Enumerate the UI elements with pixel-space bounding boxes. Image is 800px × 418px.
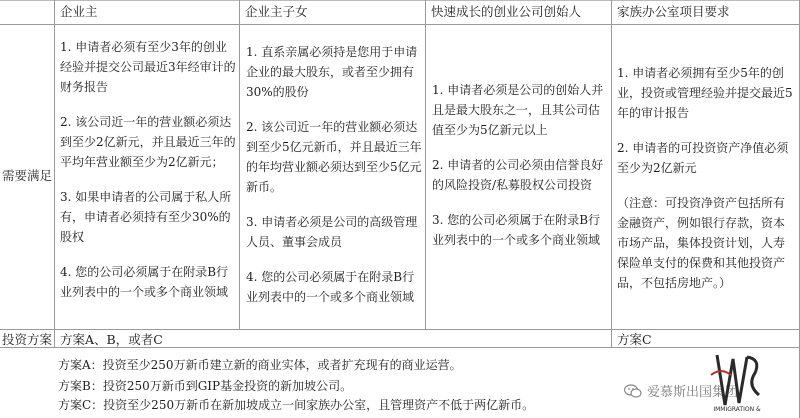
requirement-item: 1. 申请者必须拥有至少5年的创业，投资或管理经验并提交最近5年的审计报告	[617, 66, 793, 120]
requirement-item: 3. 申请者必须是公司的高级管理人员、董事会成员	[246, 215, 418, 249]
requirement-item: 2. 申请者的可投资资产净值必须至少为2亿新元	[617, 141, 789, 175]
wechat-icon	[624, 384, 642, 398]
header-business-owner: 企业主	[60, 4, 98, 19]
rule-col-2	[239, 0, 240, 329]
requirement-item: 2. 该公司近一年的营业额必须达到至少2亿新元，并且最近三年的平均年营业额至少为2亿新元；	[60, 115, 236, 169]
rule-col-3	[425, 0, 426, 329]
plan-option-right: 方案C	[617, 332, 652, 347]
company-logo	[707, 345, 767, 417]
rule-header	[0, 24, 800, 25]
requirements-startup-founder	[432, 80, 608, 265]
requirements-business-owner	[60, 37, 236, 317]
watermark-text: 爱慕斯出国集团	[646, 385, 738, 400]
requirement-item: 2. 该公司近一年的营业额必须达到至少5亿元新币，并且最近三年的年均营业额必须达到至少5亿元新币。	[246, 120, 422, 194]
rule-col-4	[611, 0, 612, 347]
requirement-item: 1. 申请者必须是公司的创始人并且是最大股东之一，且其公司估值至少为5亿新元以上	[432, 83, 604, 137]
row-label-plan: 投资方案	[2, 332, 53, 347]
requirements-family-office	[617, 63, 796, 308]
logo-text: IMMIGRATION &	[713, 406, 761, 413]
requirement-item: 1. 申请者必须有至少3年的创业经验并提交公司最近3年经审计的财务报告	[60, 40, 236, 94]
requirement-item: 4. 您的公司必须属于在附录B行业列表中的一个或多个商业领域	[246, 270, 415, 304]
requirement-item: 3. 如果申请者的公司属于私人所有，申请者必须持有至少30%的股权	[60, 190, 232, 244]
plan-detail-c: 方案C：投资至少250万新币在新加坡成立一间家族办公室，且管理资产不低于两亿新币。	[58, 398, 535, 412]
requirements-owner-children	[246, 42, 422, 322]
requirement-item: 1. 直系亲属必须持是您用于申请企业的最大股东，或者至少拥有30%的股份	[246, 45, 418, 99]
rule-col-1	[54, 0, 55, 347]
row-label-requirements: 需要满足	[2, 168, 53, 183]
requirement-note: （注意：可投资净资产包括所有金融资产，例如银行存款，资本市场产品，集体投资计划，人寿保险单支付的保费和其他投资产品，不包括房地产。）	[617, 196, 786, 290]
header-owner-children: 企业主子女	[245, 4, 308, 19]
header-startup-founder: 快速成长的创业公司创始人	[431, 4, 582, 19]
plan-detail-a: 方案A：投资至少250万新币建立新的商业实体，或者扩充现有的商业运营。	[58, 358, 462, 372]
plan-options-left: 方案A、B，或者C	[60, 332, 163, 347]
requirement-item: 2. 申请者的公司必须由信誉良好的风险投资/私募股权公司投资	[432, 158, 604, 192]
requirement-item: 3. 您的公司必须属于在附录B行业列表中的一个或多个商业领域	[432, 213, 601, 247]
plan-detail-b: 方案B：投资250万新币到GIP基金投资的新加坡公司。	[58, 379, 353, 393]
requirement-item: 4. 您的公司必须属于在附录B行业列表中的一个或多个商业领域	[60, 265, 229, 299]
header-family-office: 家族办公室项目要求	[617, 4, 730, 19]
